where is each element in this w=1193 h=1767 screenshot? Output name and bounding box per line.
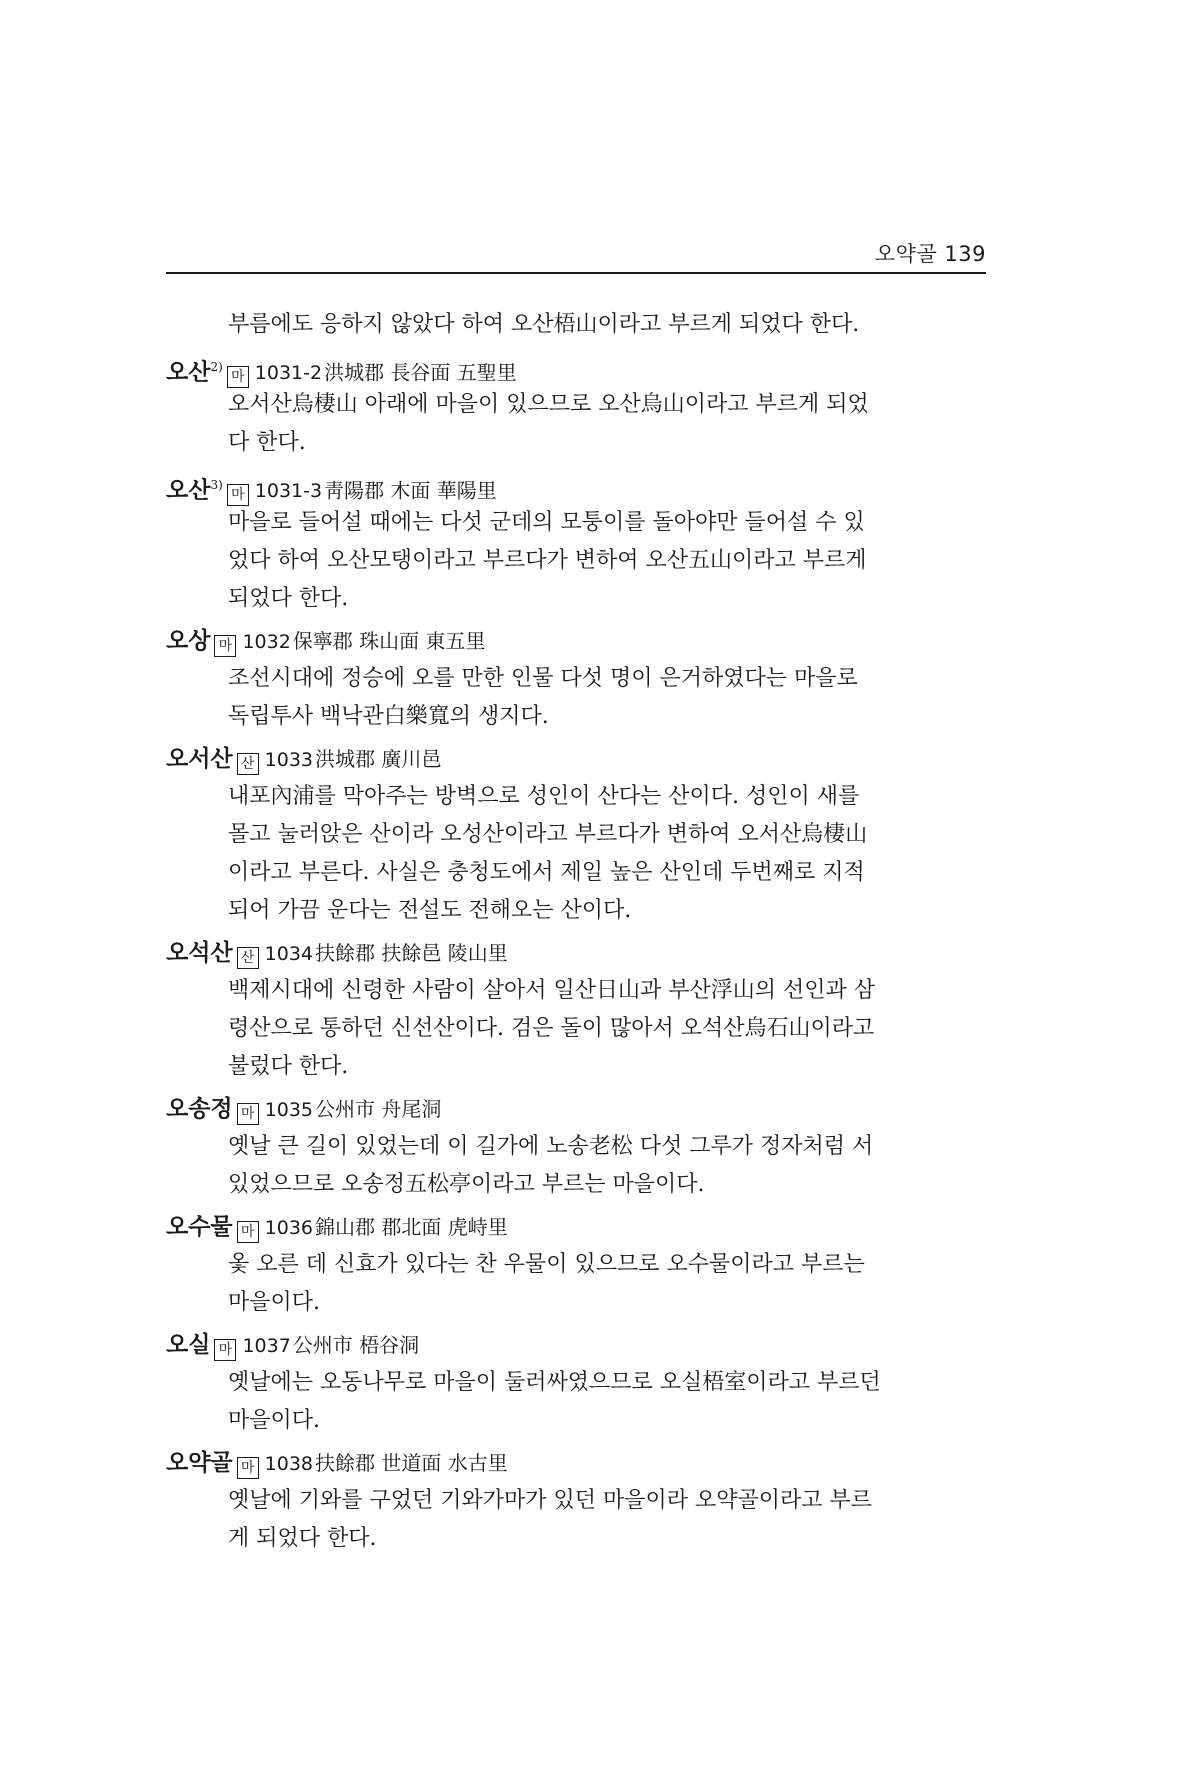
entry-term: 오수물: [166, 1214, 233, 1240]
entry-type-badge: 마: [214, 1339, 236, 1361]
entry-description: [228, 972, 996, 1086]
entry-type-badge: 마: [214, 635, 236, 657]
running-head: 오약골 139: [874, 242, 986, 266]
entry-number: 1037: [242, 1335, 291, 1357]
description-line: 되었다 한다.: [228, 586, 349, 611]
description-line: 다 한다.: [228, 430, 306, 455]
entry-number: 1032: [242, 631, 291, 653]
dictionary-entry: [166, 1090, 996, 1204]
entry-type-badge: 산: [237, 753, 259, 775]
entry-headline: [166, 348, 996, 386]
entry-location: 扶餘郡 扶餘邑 陵山里: [315, 941, 508, 965]
entry-headline: [166, 1326, 996, 1364]
dictionary-entry: [166, 1444, 996, 1558]
description-line: 마을로 들어설 때에는 다섯 군데의 모퉁이를 돌아야만 들어설 수 있: [228, 510, 865, 535]
entry-location: 錦山郡 郡北面 虎峙里: [315, 1215, 508, 1239]
description-line: 마을이다.: [228, 1290, 321, 1315]
entry-number: 1031-3: [254, 480, 323, 503]
description-line: 불렀다 한다.: [228, 1054, 349, 1079]
dictionary-entry: [166, 348, 996, 462]
entry-number: 1035: [264, 1099, 314, 1121]
entry-term: 오산: [166, 477, 211, 504]
entry-list: [166, 348, 996, 1558]
description-line: 백제시대에 신령한 사람이 살아서 일산日山과 부산浮山의 선인과 삼: [228, 978, 876, 1003]
description-line: 었다 하여 오산모탱이라고 부르다가 변하여 오산五山이라고 부르게: [228, 548, 867, 573]
entry-description: [228, 1482, 996, 1558]
description-line: 독립투사 백낙관白樂寬의 생지다.: [228, 704, 549, 729]
description-line: 옛날에 기와를 구었던 기와가마가 있던 마을이라 오약골이라고 부르: [228, 1488, 873, 1513]
dictionary-entry: [166, 1326, 996, 1440]
entry-description: [228, 1364, 996, 1440]
entry-headline: [166, 1208, 996, 1246]
entry-number: 1031-2: [254, 362, 323, 385]
entry-number: 1033: [264, 749, 314, 771]
entry-headline: [166, 934, 996, 972]
entry-location: 扶餘郡 世道面 水古里: [315, 1451, 508, 1475]
entry-location: 洪城郡 長谷面 五聖里: [324, 360, 517, 385]
description-line: 옛날에는 오동나무로 마을이 둘러싸였으므로 오실梧室이라고 부르던: [228, 1370, 881, 1395]
entry-location: 公州市 梧谷洞: [292, 1333, 420, 1357]
entry-term: 오약골: [166, 1450, 233, 1476]
dictionary-entry: [166, 622, 996, 736]
entry-description: [228, 660, 996, 736]
entry-location: 洪城郡 廣川邑: [315, 747, 442, 771]
entry-type-badge: 산: [237, 947, 259, 969]
entry-term: 오실: [166, 1332, 211, 1358]
entry-number: 1034: [264, 943, 314, 965]
description-line: 내포內浦를 막아주는 방벽으로 성인이 산다는 산이다. 성인이 새를: [228, 784, 860, 809]
entry-headline: [166, 1090, 996, 1128]
entry-type-badge: 마: [227, 366, 249, 388]
entry-headline: [166, 622, 996, 660]
dictionary-entry: [166, 1208, 996, 1322]
description-line: 령산으로 통하던 신선산이다. 검은 돌이 많아서 오석산烏石山이라고: [228, 1016, 875, 1041]
description-line: 조선시대에 정승에 오를 만한 인물 다섯 명이 은거하였다는 마을로: [228, 666, 858, 691]
dictionary-entry: [166, 740, 996, 930]
description-line: 마을이다.: [228, 1408, 321, 1433]
entry-term: 오석산: [166, 940, 233, 966]
entry-term: 오송정: [166, 1096, 233, 1122]
entry-number: 1036: [264, 1217, 314, 1239]
description-line: 몰고 눌러앉은 산이라 오성산이라고 부르다가 변하여 오서산烏棲山: [228, 822, 868, 847]
entry-headline: [166, 466, 996, 504]
entry-number: 1038: [264, 1453, 314, 1475]
entry-description: [228, 1128, 996, 1204]
dictionary-body: [166, 306, 996, 1562]
page-header: [166, 232, 986, 274]
description-line: 있었으므로 오송정五松亭이라고 부르는 마을이다.: [228, 1172, 705, 1197]
entry-headline: [166, 740, 996, 778]
entry-description: [228, 386, 996, 462]
entry-type-badge: 마: [227, 484, 249, 506]
description-line: 옛날 큰 길이 있었는데 이 길가에 노송老松 다섯 그루가 정자처럼 서: [228, 1134, 874, 1159]
entry-location: 保寧郡 珠山面 東五里: [292, 629, 486, 653]
entry-description: [228, 1246, 996, 1322]
entry-description: [228, 504, 996, 618]
description-line: 옻 오른 데 신효가 있다는 찬 우물이 있으므로 오수물이라고 부르는: [228, 1252, 865, 1277]
entry-term: 오서산: [166, 746, 233, 772]
description-line: 게 되었다 한다.: [228, 1526, 377, 1551]
entry-location: 靑陽郡 木面 華陽里: [324, 478, 497, 503]
entry-description: [228, 778, 996, 930]
continuation-text: 부름에도 응하지 않았다 하여 오산梧山이라고 부르게 되었다 한다.: [228, 312, 860, 337]
dictionary-entry: [166, 466, 996, 618]
entry-superscript: 3): [210, 478, 223, 492]
entry-type-badge: 마: [237, 1103, 259, 1125]
description-line: 오서산烏棲山 아래에 마을이 있으므로 오산烏山이라고 부르게 되었: [228, 392, 869, 417]
dictionary-entry: [166, 934, 996, 1086]
entry-location: 公州市 舟尾洞: [315, 1097, 442, 1121]
entry-term: 오산: [166, 359, 211, 386]
entry-term: 오상: [166, 628, 211, 654]
entry-type-badge: 마: [237, 1221, 259, 1243]
entry-type-badge: 마: [237, 1457, 259, 1479]
description-line: 이라고 부른다. 사실은 충청도에서 제일 높은 산인데 두번째로 지적: [228, 860, 865, 885]
entry-headline: [166, 1444, 996, 1482]
entry-superscript: 2): [210, 360, 223, 374]
description-line: 되어 가끔 운다는 전설도 전해오는 산이다.: [228, 898, 632, 923]
